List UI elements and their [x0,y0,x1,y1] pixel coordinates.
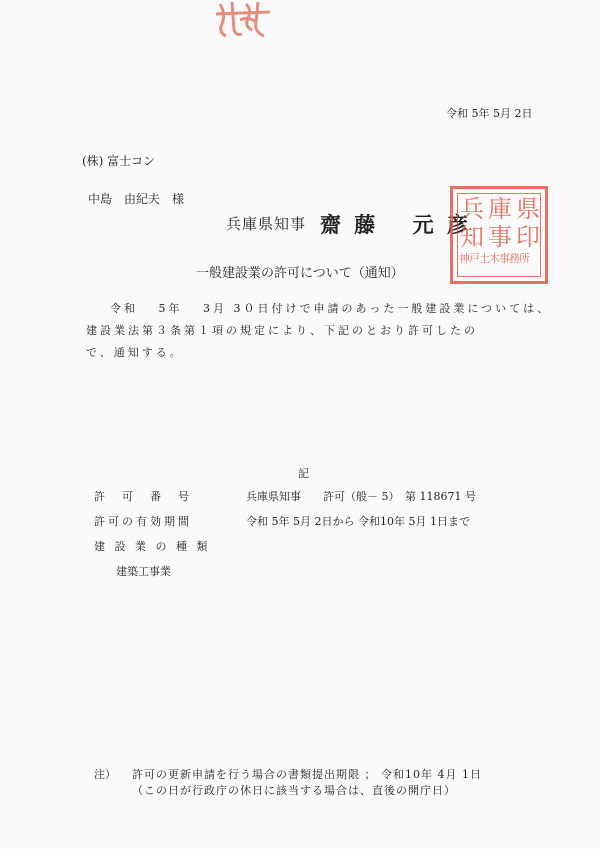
ki-heading: 記 [298,467,309,480]
note-line-1: 許可の更新申請を行う場合の書類提出期限 ； 令和10年 4月 1日 [132,768,482,781]
company-name: (株) 富士コン [82,154,156,168]
receipt-stamp-icon [212,0,274,40]
note-prefix: 注） [94,768,116,781]
issuer-title: 兵庫県知事 [226,215,307,233]
addressee: 中島 由紀夫 様 [88,192,185,206]
issuer-name: 齋 藤 元 彦 [320,212,471,237]
business-type-label: 建 設 業 の 種 類 [94,540,211,553]
validity-value: 令和 5年 5月 2日から 令和10年 5月 1日まで [246,515,470,528]
permit-number-label: 許 可 番 号 [94,490,192,503]
validity-label: 許可の有効期間 [94,515,192,528]
document-subject: 一般建設業の許可について（通知） [196,266,404,281]
official-seal: 県 印 庫 事 兵 知 神戸土木事務所 [450,186,548,284]
note-line-2: （この日が行政庁の休日に該当する場合は、直後の開庁日） [132,784,456,797]
business-type-value: 建築工事業 [116,565,171,578]
body-line-2: 建設業法第３条第１項の規定により、下記のとおり許可したの [86,324,478,337]
body-line-1: 令和 5年 3月 3０日付けで申請のあった一般建設業については、 [110,302,552,315]
permit-number-value: 兵庫県知事 許可（般－ 5） 第 118671 号 [246,490,476,503]
document-date: 令和 5年 5月 2日 [446,107,533,120]
body-line-3: で、通知する。 [86,346,184,359]
